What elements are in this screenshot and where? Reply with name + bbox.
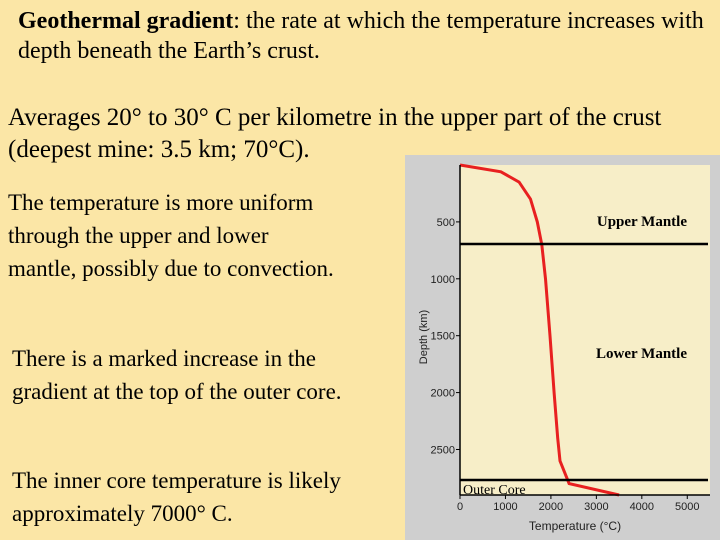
y-axis-label: Depth (km)	[418, 309, 430, 365]
x-tick-label: 1000	[493, 501, 518, 513]
paragraph-crust: Averages 20° to 30° C per kilometre in the upper part of the crust (deepest mine: 3.5 km; 70°C).	[8, 104, 662, 163]
x-tick-label: 2000	[538, 501, 564, 513]
y-tick-label: 500	[436, 216, 455, 229]
y-tick-label: 2000	[430, 387, 455, 400]
x-axis-label: Temperature (°C)	[528, 519, 622, 533]
label-lower-mantle: Lower Mantle	[596, 346, 687, 362]
y-tick-label: 2500	[430, 444, 455, 457]
label-upper-mantle: Upper Mantle	[596, 214, 687, 230]
y-tick-label: 1500	[430, 330, 455, 343]
paragraph-inner-core: The inner core temperature is likely approximately 7000° C.	[12, 468, 341, 526]
x-tick-label: 4000	[629, 501, 655, 513]
x-tick-label: 5000	[675, 501, 700, 513]
slide-title	[18, 6, 708, 66]
title-definition: : the rate at which the temperature increases with depth beneath the Earth’s crust.	[18, 8, 704, 64]
paragraph-mantle: The temperature is more uniform through the upper and lower mantle, possibly due to convection.	[8, 190, 334, 281]
geotherm-figure	[405, 155, 720, 540]
paragraph-outer-core: There is a marked increase in the gradient at the top of the outer core.	[12, 346, 342, 404]
y-tick-label: 1000	[430, 273, 455, 286]
x-tick-label: 0	[456, 501, 464, 513]
title-term: Geothermal gradient	[18, 8, 234, 34]
x-tick-label: 3000	[584, 501, 609, 513]
label-outer-core: Outer Core	[463, 483, 526, 498]
